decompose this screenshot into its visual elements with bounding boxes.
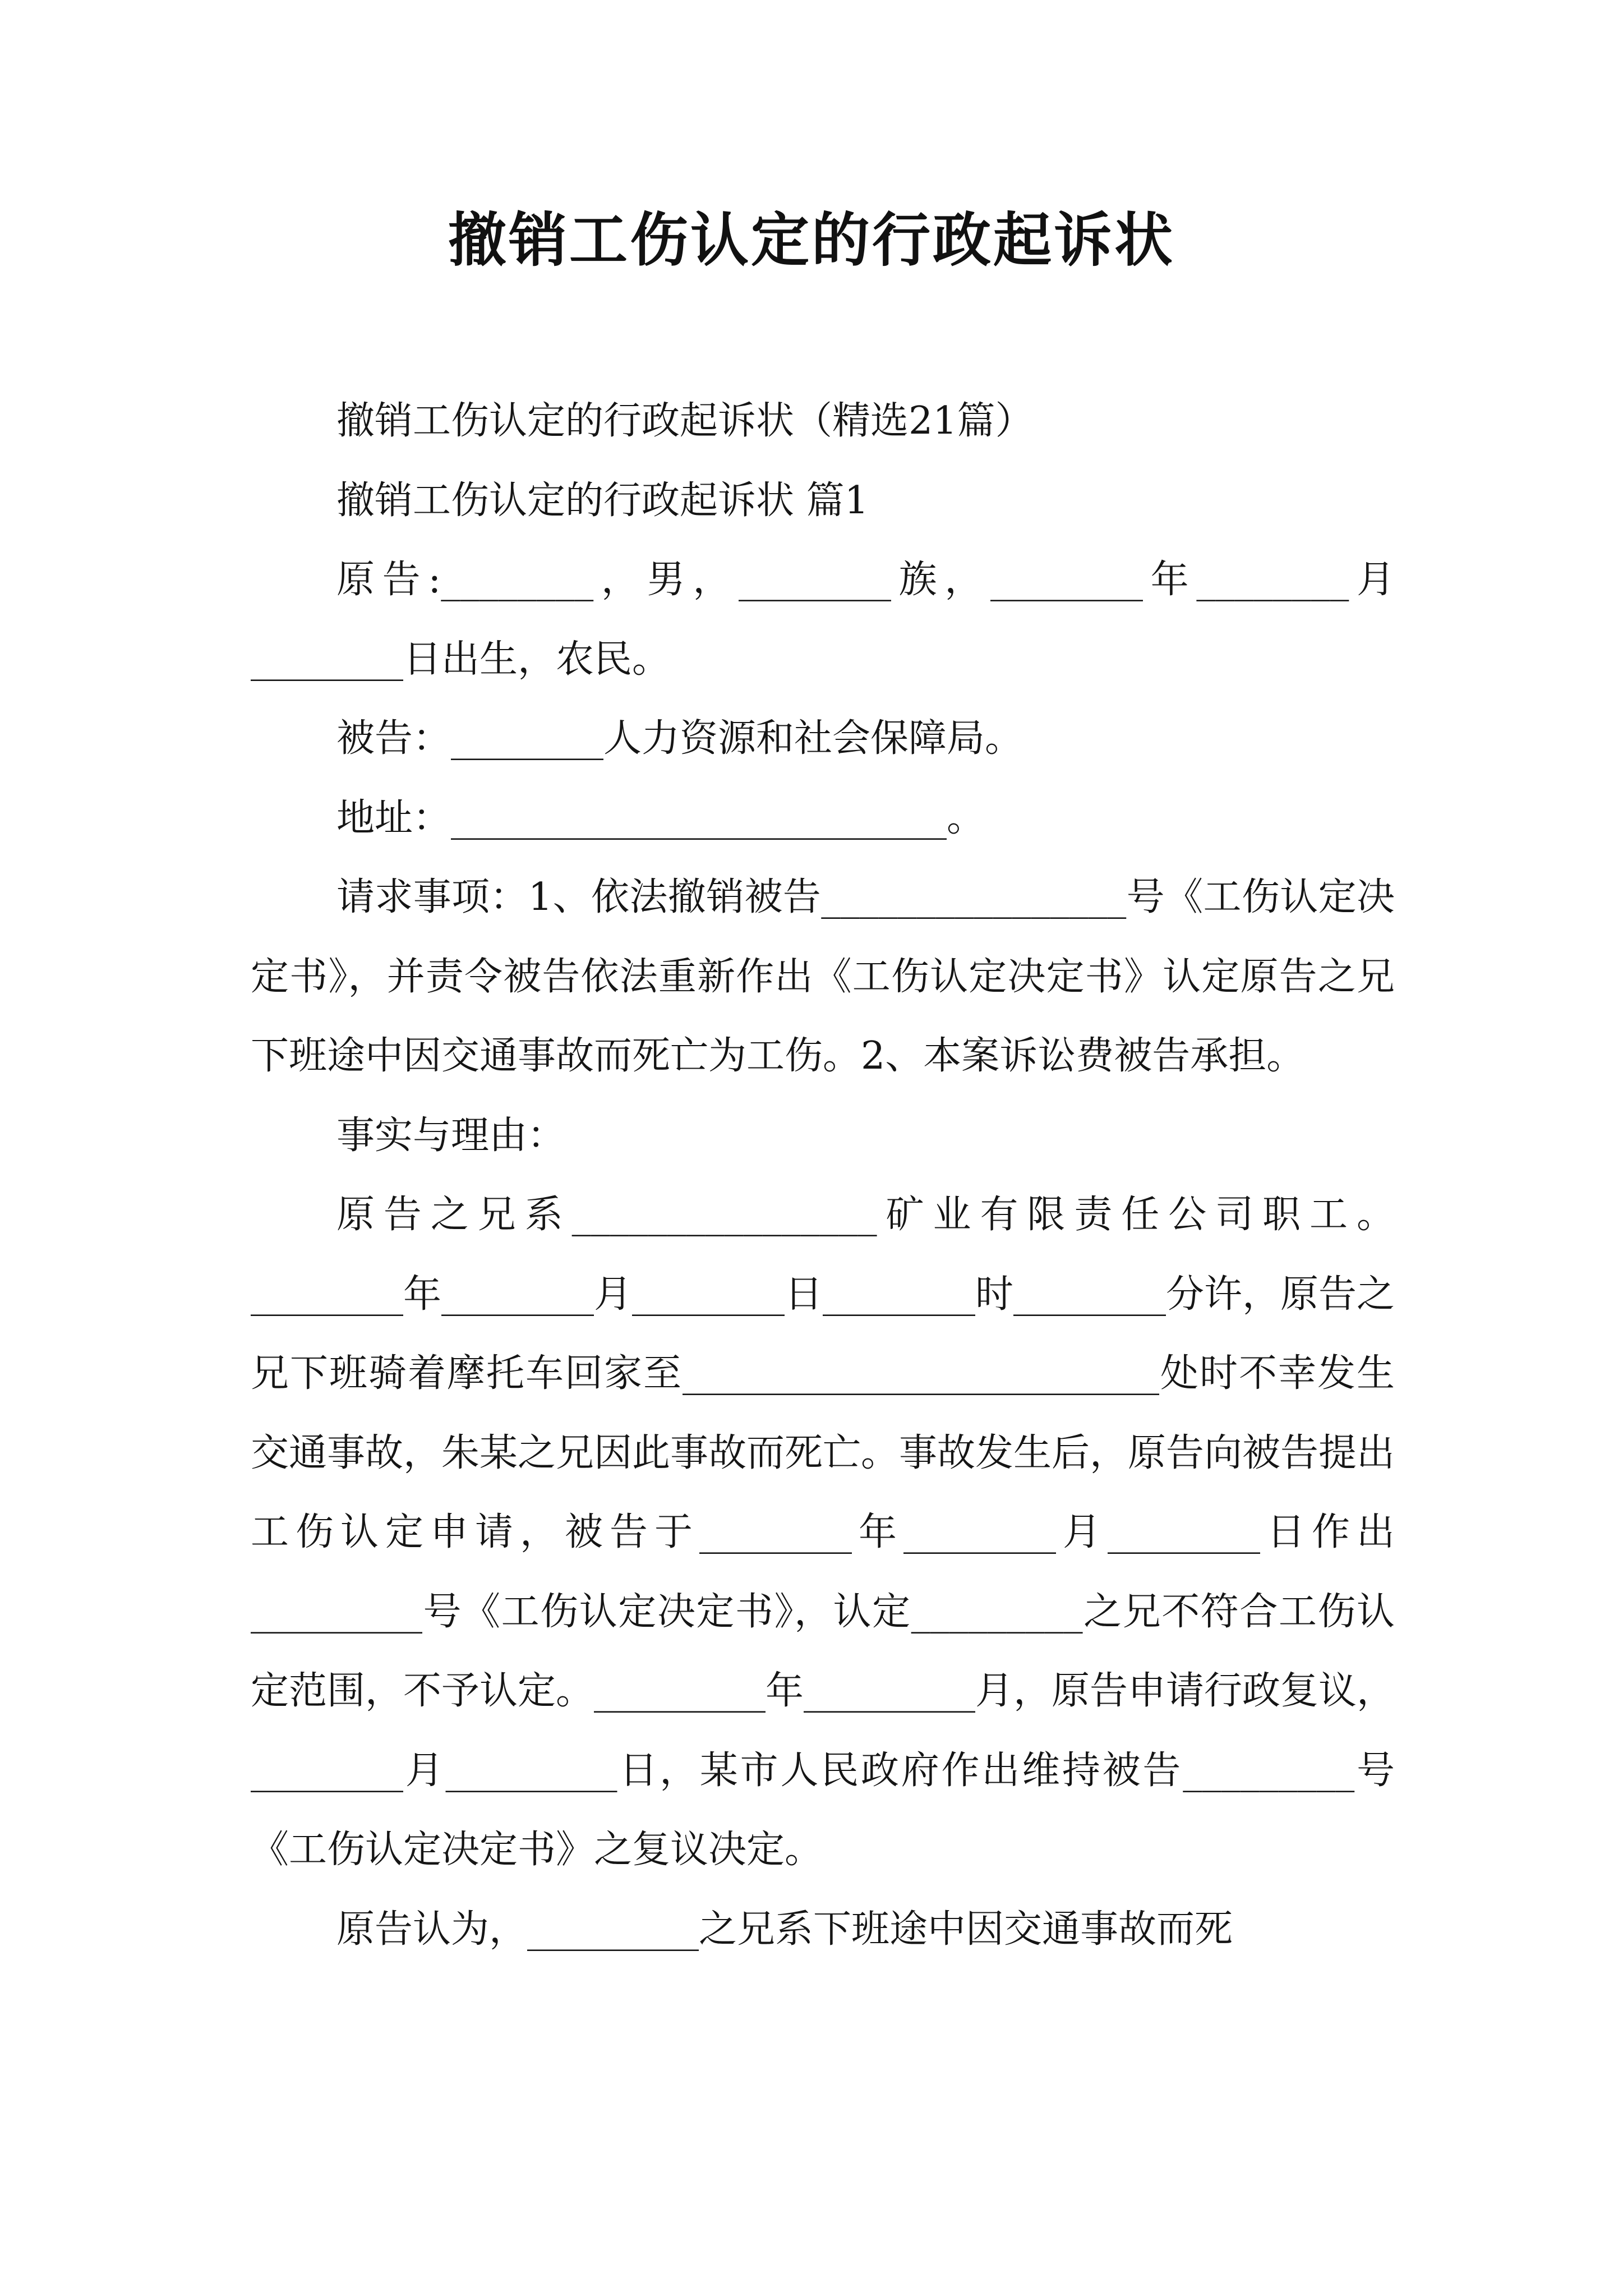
- paragraph-claims: 请求事项：1、依法撤销被告________________号《工伤认定决定书》，并责令被告依法重新作出《工伤认定决定书》认定原告之兄下班途中因交通事故而死亡为工伤。2、本案诉讼费被告承担。: [251, 875, 1395, 1078]
- paragraph-section-heading: 撤销工伤认定的行政起诉状 篇1: [336, 478, 869, 523]
- document-title: 撤销工伤认定的行政起诉状: [448, 206, 1175, 274]
- paragraph-argument: 原告认为，_________之兄系下班途中因交通事故而死: [336, 1907, 1233, 1952]
- paragraph-subtitle: 撤销工伤认定的行政起诉状（精选21篇）: [336, 399, 1034, 443]
- paragraph-address: 地址：__________________________。: [336, 795, 985, 840]
- paragraph-plaintiff: 原告:________，男，________族，________年________月________日出生，农民。: [251, 558, 1395, 682]
- paragraph-defendant: 被告：________人力资源和社会保障局。: [336, 716, 1023, 761]
- paragraph-facts-heading: 事实与理由：: [336, 1113, 566, 1158]
- document-body: [251, 381, 1395, 1969]
- paragraph-facts: 原告之兄系________________矿业有限责任公司职工。________年________月________日________时________分许，原告之兄下班骑着摩托车回家至_________________________处时不幸发生交通事故，朱某之兄因此事故而死亡。事故发生后，原告向被告提出工伤认定申请，被告于________年________月________日作出_________号《工伤认定决定书》，认定_________之兄不符合工伤认定范围，不予认定。_________年_________月，原告申请行政复议，________月_________日，某市人民政府作出维持被告_________号《工伤认定决定书》之复议决定。: [251, 1193, 1395, 1872]
